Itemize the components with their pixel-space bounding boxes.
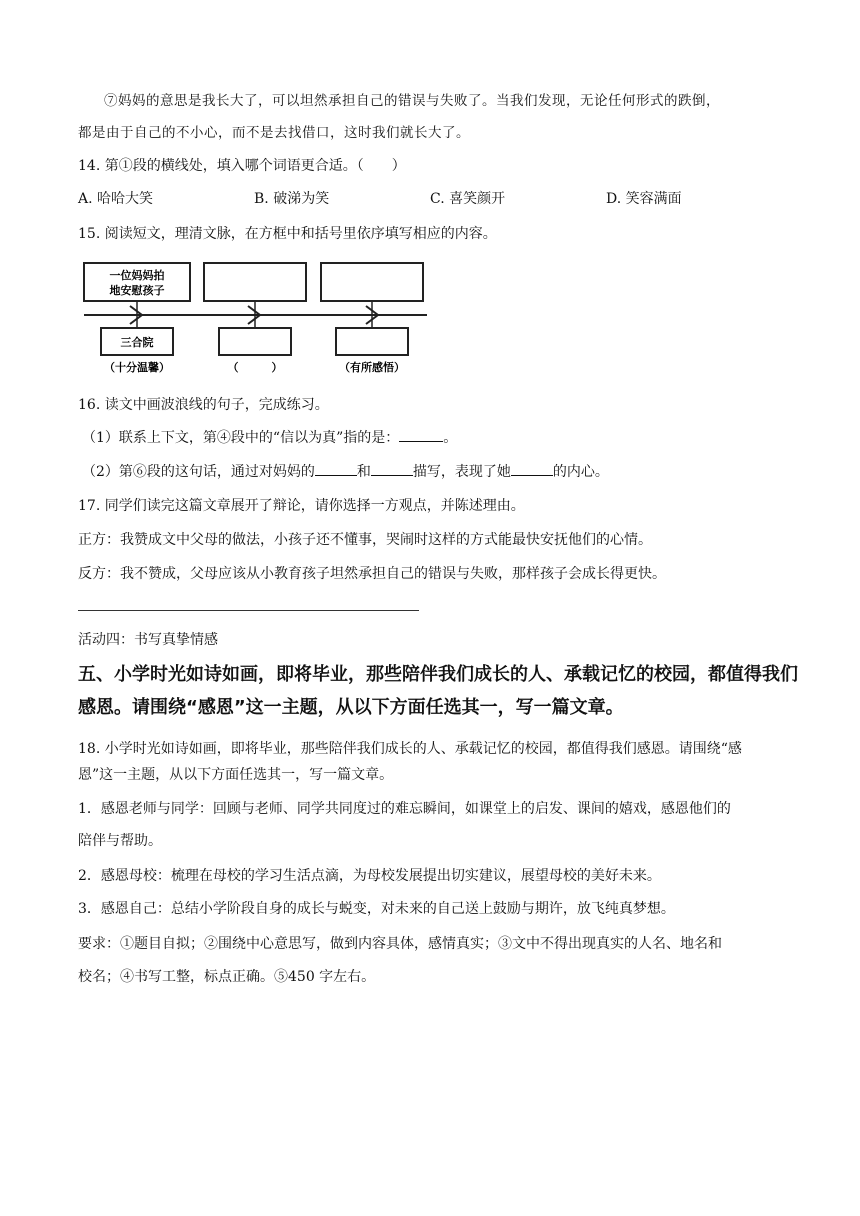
q18-requirements-line-1: 要求：①题目自拟；②围绕中心意思写，做到内容具体，感情真实；③文中不得出现真实的人名、地名和 xyxy=(78,936,722,952)
q16-sub-1 xyxy=(82,427,457,447)
q14-option-c: C. 喜笑颜开 xyxy=(430,191,506,207)
q14-stem: 14. 第①段的横线处，填入哪个词语更合适。（ ） xyxy=(78,158,406,174)
paren-label-3: （有所感悟） xyxy=(339,361,405,374)
top-box-1-line-2: 地安慰孩子 xyxy=(109,284,165,297)
q18-item-1-line-2: 陪伴与帮助。 xyxy=(78,833,162,849)
answer-blank[interactable] xyxy=(315,463,357,476)
q15-stem: 15. 阅读短文，理清文脉，在方框中和括号里依序填写相应的内容。 xyxy=(78,226,497,242)
q17-stem: 17. 同学们读完这篇文章展开了辩论，请你选择一方观点，并陈述理由。 xyxy=(78,498,525,514)
activity-4-title: 活动四：书写真挚情感 xyxy=(78,632,218,648)
q15-plot-diagram xyxy=(0,255,860,385)
q16-sub-2 xyxy=(82,461,609,481)
answer-line[interactable] xyxy=(78,610,419,611)
q16-sub2-text-c: 描写，表现了她 xyxy=(412,464,511,480)
section-5-line-1: 五、小学时光如诗如画，即将毕业，那些陪伴我们成长的人、承载记忆的校园，都值得我们 xyxy=(78,664,798,685)
bottom-box-1-label: 三合院 xyxy=(120,336,154,349)
q18-requirements-line-2: 校名；④书写工整，标点正确。⑤450 字左右。 xyxy=(78,969,376,985)
bottom-box-2 xyxy=(219,328,291,355)
passage-line-1: ⑦妈妈的意思是我长大了，可以坦然承担自己的错误与失败了。当我们发现，无论任何形式的跌倒， xyxy=(104,93,720,109)
q16-sub1-end: 。 xyxy=(443,430,458,446)
q14-option-d: D. 笑容满面 xyxy=(606,191,682,207)
paren-label-1: （十分温馨） xyxy=(104,361,170,374)
passage-line-2: 都是由于自己的不小心，而不是去找借口，这时我们就长大了。 xyxy=(78,125,470,141)
q17-con: 反方：我不赞成，父母应该从小教育孩子坦然承担自己的错误与失败，那样孩子会成长得更快。 xyxy=(78,566,666,582)
answer-blank[interactable] xyxy=(399,429,443,442)
q17-pro: 正方：我赞成文中父母的做法，小孩子还不懂事，哭闹时这样的方式能最快安抚他们的心情。 xyxy=(78,532,652,548)
q18-line-1: 18. 小学时光如诗如画，即将毕业，那些陪伴我们成长的人、承载记忆的校园，都值得我们感恩。请围绕“感 xyxy=(78,741,742,757)
paren-label-2: （ ） xyxy=(227,361,283,374)
q14-option-b: B. 破涕为笑 xyxy=(254,191,330,207)
q14-option-a: A. 哈哈大笑 xyxy=(78,191,154,207)
q16-sub2-text-a: （2）第⑥段的这句话，通过对妈妈的 xyxy=(82,464,315,480)
top-box-2 xyxy=(204,263,306,301)
q16-sub2-text-d: 的内心。 xyxy=(552,464,609,480)
q16-sub1-text: （1）联系上下文，第④段中的“信以为真”指的是： xyxy=(82,430,400,446)
top-box-3 xyxy=(321,263,423,301)
bottom-box-3 xyxy=(336,328,408,355)
q16-sub2-text-b: 和 xyxy=(356,464,371,480)
q18-item-2: 2．感恩母校：梳理在母校的学习生活点滴，为母校发展提出切实建议，展望母校的美好未来。 xyxy=(78,868,661,884)
q18-item-1-line-1: 1．感恩老师与同学：回顾与老师、同学共同度过的难忘瞬间，如课堂上的启发、课间的嬉戏，感恩他们的 xyxy=(78,801,731,817)
q18-line-2: 恩”这一主题，从以下方面任选其一，写一篇文章。 xyxy=(78,767,394,783)
answer-blank[interactable] xyxy=(371,463,413,476)
answer-blank[interactable] xyxy=(511,463,553,476)
q16-stem: 16. 读文中画波浪线的句子，完成练习。 xyxy=(78,397,329,413)
section-5-line-2: 感恩。请围绕“感恩”这一主题，从以下方面任选其一，写一篇文章。 xyxy=(78,697,624,718)
q18-item-3: 3．感恩自己：总结小学阶段自身的成长与蜕变，对未来的自己送上鼓励与期许，放飞纯真梦想。 xyxy=(78,901,675,917)
top-box-1-line-1: 一位妈妈拍 xyxy=(109,269,165,282)
